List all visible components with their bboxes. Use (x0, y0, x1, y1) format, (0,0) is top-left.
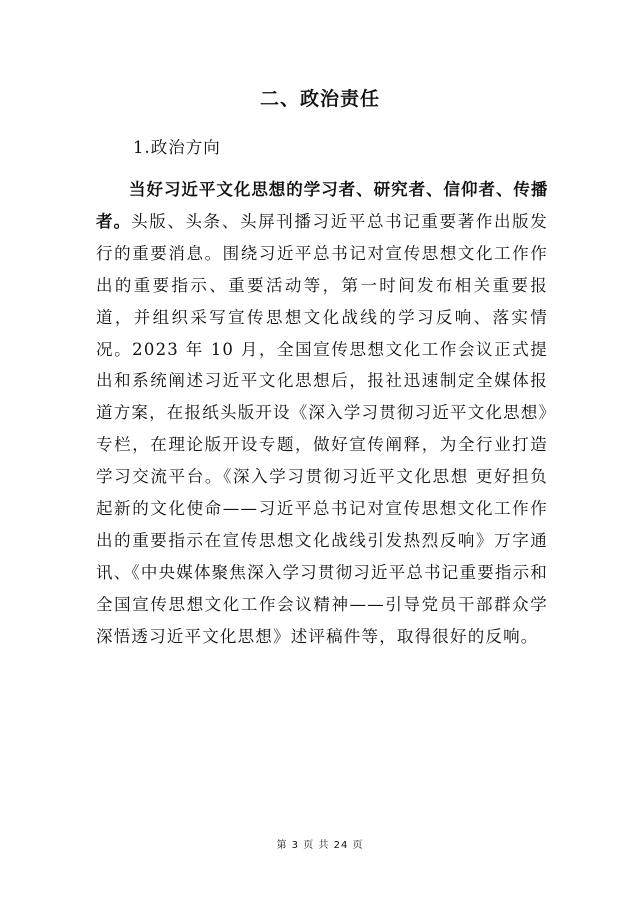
subheading: 1.政治方向 (133, 138, 221, 157)
page-footer: 第 3 页 共 24 页 (276, 840, 364, 851)
section-title: 二、政治责任 (259, 88, 380, 110)
paragraph-body: 头版、头条、头屏刊播习近平总书记重要著作出版发行的重要消息。围绕习近平总书记对宣传思想文化工作作出的重要指示、重要活动等，第一时间发布相关重要报道，并组织采写宣传思想文化战线的学习反响、落实情况。2023 年 10 月，全国宣传思想文化工作会议正式提出和系统阐述习近平文化思想后，报社迅速制定全媒体报道方案，在报纸头版开设《深入学习贯彻习近平文化思想》专栏，在理论版开设专题，做好宣传阐释，为全行业打造学习交流平台。《深入学习贯彻习近平文化思想 更好担负起新的文化使命——习近平总书记对宣传思想文化工作作出的重要指示在宣传思想文化战线引发热烈反响》万字通讯、《中央媒体聚焦深入学习贯彻习近平总书记重要指示和全国宣传思想文化工作会议精神——引导党员干部群众学深悟透习近平文化思想》述评稿件等，取得很好的反响。 (96, 211, 548, 646)
paragraph-lead: 当好习近平文化思想的学习者、研究者、信仰者、传播者。 (96, 180, 548, 231)
body-paragraph (96, 174, 548, 653)
